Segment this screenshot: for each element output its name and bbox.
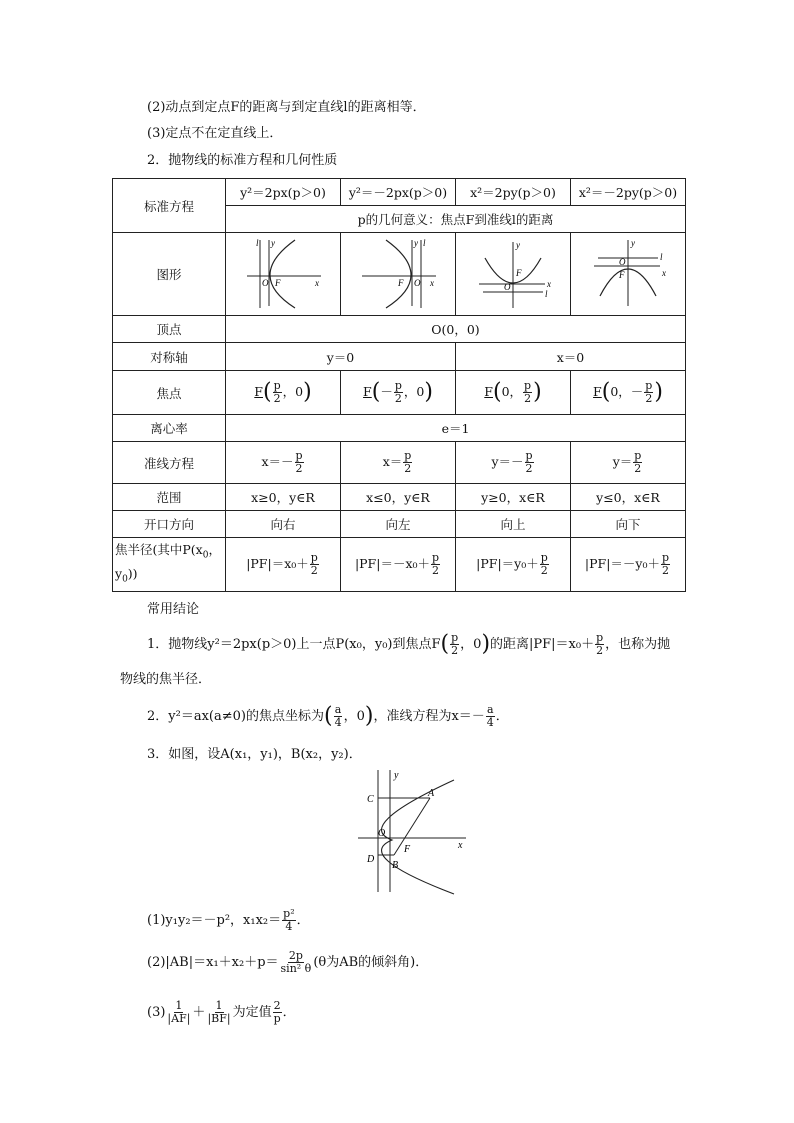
graph-cell-2 — [341, 233, 456, 316]
graph-2-label-y: y — [414, 237, 418, 248]
fig-label-b: B — [392, 860, 399, 871]
conclusion-2: 2．y²＝ax(a≠0)的焦点坐标为( $\frac{a}{4}$ ，0)，准线方程为x＝－ $\frac{a}{4}$ ． — [147, 703, 509, 729]
fig-label-o: O — [378, 828, 386, 839]
focus-2: F(－ $\frac{p}{2}$ ，0) — [341, 371, 456, 415]
intro-line-3: (3)定点不在定直线上． — [147, 126, 283, 141]
row-header-vertex: 顶点 — [113, 316, 226, 343]
graph-1-label-l: l — [256, 237, 259, 248]
focal-radius-2: |PF|＝－x₀＋ $\frac{p}{2}$ — [341, 538, 456, 592]
graph-4-label-l: l — [660, 251, 663, 262]
opening-1: 向右 — [226, 511, 341, 538]
graph-cell-4 — [571, 233, 686, 316]
parabola-properties-table — [112, 178, 686, 592]
conclusion-3: 3．如图，设A(x₁，y₁)，B(x₂，y₂)． — [147, 747, 362, 762]
fig-label-x: x — [458, 840, 463, 851]
graph-2-label-l: l — [423, 237, 426, 248]
fig-label-d: D — [367, 854, 375, 865]
fig-label-c: C — [367, 794, 374, 805]
equation-1: y²＝2px(p＞0) — [226, 179, 341, 206]
directrix-4: y＝ $\frac{p}{2}$ — [571, 442, 686, 484]
graph-3-label-f: F — [516, 267, 522, 278]
equation-3: x²＝2py(p＞0) — [456, 179, 571, 206]
graph-3-label-y: y — [516, 239, 520, 250]
graph-3-label-l: l — [545, 288, 548, 299]
graph-3-label-o: O — [504, 281, 511, 292]
range-2: x≤0，y∈R — [341, 484, 456, 511]
graph-2-label-x: x — [430, 277, 434, 288]
fig-label-a: A — [428, 788, 435, 799]
row-header-focal-radius: 焦半径(其中$P(x_0$， $y_0$)) — [113, 538, 226, 592]
range-1: x≥0，y∈R — [226, 484, 341, 511]
graph-1-label-x: x — [315, 277, 319, 288]
directrix-3: y＝－ $\frac{p}{2}$ — [456, 442, 571, 484]
focus-4: F(0，－ $\frac{p}{2}$ ) — [571, 371, 686, 415]
conclusion-1: 1．抛物线y²＝2px(p＞0)上一点P(x₀，y₀)到焦点F( $\frac{p}{2}$ ，0)的距离|PF|＝x₀＋ $\frac{p}{2}$ ，也称为抛 — [147, 631, 671, 657]
range-3: y≥0，x∈R — [456, 484, 571, 511]
graph-4-label-x: x — [662, 267, 666, 278]
row-header-directrix: 准线方程 — [113, 442, 226, 484]
graph-1-label-f: F — [275, 277, 281, 288]
graph-2-label-o: O — [414, 277, 421, 288]
axis-value-x: x＝0 — [456, 343, 686, 371]
graph-4-label-f: F — [619, 269, 625, 280]
axis-value-y: y＝0 — [226, 343, 456, 371]
graph-2-label-f: F — [398, 277, 404, 288]
row-header-opening: 开口方向 — [113, 511, 226, 538]
focal-radius-3: |PF|＝y₀＋ $\frac{p}{2}$ — [456, 538, 571, 592]
conclusion-1-continued: 物线的焦半径． — [120, 672, 212, 687]
row-header-focus: 焦点 — [113, 371, 226, 415]
parabola-down-graph — [588, 236, 668, 310]
parabola-right-graph — [243, 236, 323, 310]
vertex-value: O(0，0) — [226, 316, 686, 343]
focal-chord-figure — [354, 766, 474, 896]
graph-cell-1 — [226, 233, 341, 316]
graph-cell-3 — [456, 233, 571, 316]
range-4: y≤0，x∈R — [571, 484, 686, 511]
result-3: (3) $\frac{1}{|AF|}$ ＋ $\frac{1}{|BF|}$ 为定值 $\frac{2}{p}$ ． — [147, 999, 296, 1025]
graph-3-label-x: x — [547, 278, 551, 289]
fig-label-f: F — [404, 844, 411, 855]
directrix-1: x＝－ $\frac{p}{2}$ — [226, 442, 341, 484]
row-header-equation: 标准方程 — [113, 179, 226, 233]
fig-label-y: y — [394, 770, 399, 781]
focal-radius-1: |PF|＝x₀＋ $\frac{p}{2}$ — [226, 538, 341, 592]
equation-2: y²＝－2px(p＞0) — [341, 179, 456, 206]
graph-1-label-y: y — [271, 237, 275, 248]
conclusions-heading: 常用结论 — [147, 602, 200, 617]
focal-radius-4: |PF|＝－y₀＋ $\frac{p}{2}$ — [571, 538, 686, 592]
eccentricity-value: e＝1 — [226, 415, 686, 442]
opening-2: 向左 — [341, 511, 456, 538]
parabola-up-graph — [473, 236, 553, 310]
row-header-axis: 对称轴 — [113, 343, 226, 371]
directrix-2: x＝ $\frac{p}{2}$ — [341, 442, 456, 484]
equation-4: x²＝－2py(p＞0) — [571, 179, 686, 206]
opening-4: 向下 — [571, 511, 686, 538]
focus-3: F(0， $\frac{p}{2}$ ) — [456, 371, 571, 415]
section-heading: 2．抛物线的标准方程和几何性质 — [147, 153, 338, 168]
opening-3: 向上 — [456, 511, 571, 538]
result-2: (2)|AB|＝x₁＋x₂＋p＝ $\frac{2p}{\text{sin² θ}}$ (θ为AB的倾斜角)． — [147, 949, 429, 975]
intro-line-2: (2)动点到定点F的距离与到定直线l的距离相等． — [147, 100, 426, 115]
graph-1-label-o: O — [262, 277, 269, 288]
p-meaning: p的几何意义：焦点F到准线l的距离 — [226, 206, 686, 233]
parabola-left-graph — [358, 236, 438, 310]
row-header-eccentricity: 离心率 — [113, 415, 226, 442]
row-header-range: 范围 — [113, 484, 226, 511]
graph-4-label-y: y — [631, 237, 635, 248]
graph-4-label-o: O — [619, 256, 626, 267]
row-header-graph: 图形 — [113, 233, 226, 316]
focus-1: F( $\frac{p}{2}$ ，0) — [226, 371, 341, 415]
result-1: (1)y₁y₂＝－p²，x₁x₂＝ $\frac{\text{p²}}{4}$ ． — [147, 907, 310, 933]
